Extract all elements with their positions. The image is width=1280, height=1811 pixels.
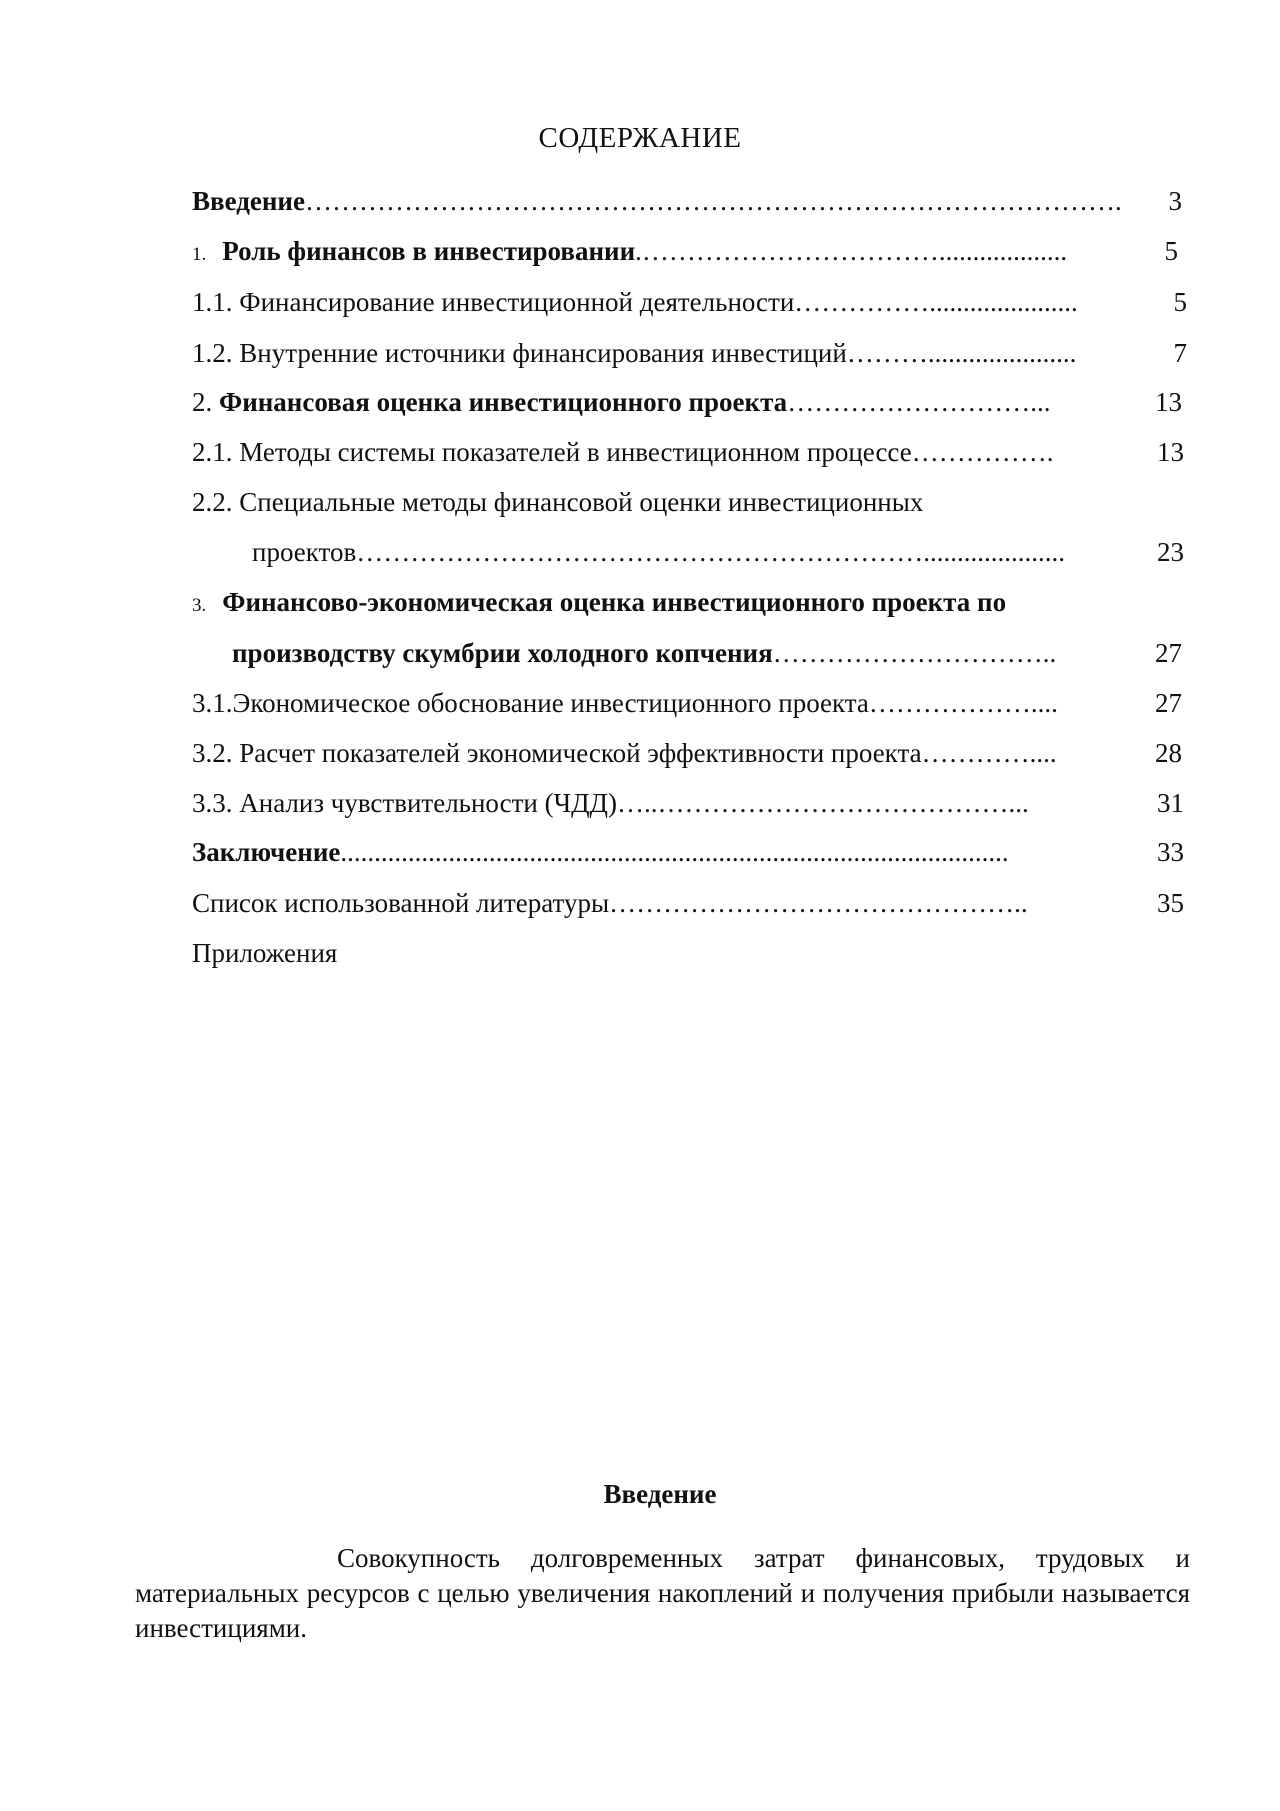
toc-entry-section-3-1[interactable] bbox=[192, 684, 1182, 722]
toc-entry-appendices[interactable] bbox=[192, 934, 592, 972]
toc-entry-leader: .……………………………................... bbox=[635, 236, 1068, 266]
toc-entry-label: 2.1. Методы системы показателей в инвестиционном процессе bbox=[192, 437, 912, 467]
toc-entry-page: 13 bbox=[1155, 387, 1182, 417]
toc-entry-leader: ………………………………………………………..................... bbox=[356, 537, 1065, 567]
toc-entry-label: Список использованной литературы bbox=[192, 888, 610, 918]
introduction-heading: Введение bbox=[603, 1479, 717, 1509]
toc-entry-chapter-3-continuation[interactable] bbox=[232, 634, 1182, 672]
toc-entry-section-3-3[interactable] bbox=[192, 784, 1184, 822]
toc-entry-section-1-1[interactable] bbox=[192, 283, 1187, 321]
toc-entry-leader: ................................................................................................... bbox=[340, 837, 1009, 867]
toc-entry-label: проектов bbox=[252, 537, 357, 567]
toc-entry-bibliography[interactable] bbox=[192, 884, 1184, 922]
toc-entry-label: Заключение bbox=[192, 837, 341, 867]
toc-entry-label: Роль финансов в инвестировании bbox=[222, 236, 636, 266]
toc-entry-page: 35 bbox=[1157, 888, 1184, 918]
toc-entry-label: 1.2. Внутренние источники финансирования инвестиций bbox=[192, 338, 847, 368]
toc-entry-label: 3.2. Расчет показателей экономической эффективности проекта bbox=[192, 738, 922, 768]
toc-entry-page: 27 bbox=[1155, 688, 1182, 718]
toc-entry-page: 5 bbox=[1173, 287, 1187, 317]
toc-entry-page: 28 bbox=[1155, 738, 1182, 768]
toc-entry-label: 3.3. Анализ чувствительности (ЧДД) bbox=[192, 788, 617, 818]
toc-entry-section-2-2[interactable] bbox=[192, 483, 1190, 521]
toc-entry-label: Приложения bbox=[192, 938, 338, 968]
toc-entry-conclusion[interactable] bbox=[192, 833, 1184, 871]
toc-entry-label: Финансовая оценка инвестиционного проекта bbox=[219, 387, 788, 417]
toc-entry-leader: ………………………... bbox=[787, 387, 1051, 417]
toc-entry-number: 2. bbox=[192, 387, 219, 417]
toc-entry-leader: ………………………….. bbox=[772, 638, 1057, 668]
toc-entry-label: 2.2. Специальные методы финансовой оценки инвестиционных bbox=[192, 487, 924, 517]
toc-entry-leader: ………………………………………………………………………………. bbox=[304, 186, 1122, 216]
toc-entry-page: 7 bbox=[1173, 338, 1187, 368]
toc-entry-label: Введение bbox=[192, 186, 305, 216]
toc-entry-label: 3.1.Экономическое обоснование инвестиционного проекта bbox=[192, 688, 869, 718]
toc-entry-label: 1.1. Финансирование инвестиционной деятельности bbox=[192, 287, 795, 317]
toc-entry-leader: ………...................... bbox=[846, 338, 1077, 368]
toc-entry-page: 23 bbox=[1157, 537, 1184, 567]
toc-entry-number: 3. bbox=[192, 595, 207, 616]
toc-entry-chapter-1[interactable] bbox=[192, 232, 1178, 270]
toc-entry-number: 1. bbox=[192, 244, 207, 265]
toc-entry-chapter-2[interactable] bbox=[192, 383, 1182, 421]
toc-entry-section-2-1[interactable] bbox=[192, 433, 1184, 471]
introduction-paragraph: Совокупность долговременных затрат финансовых, трудовых и материальных ресурсов с целью увеличения накоплений и получения прибыли называется инвестициями. bbox=[135, 1543, 1190, 1643]
toc-entry-label: Финансово-экономическая оценка инвестиционного проекта по bbox=[222, 587, 1007, 617]
toc-entry-leader: ……………………………………….. bbox=[609, 888, 1028, 918]
toc-entry-section-1-2[interactable] bbox=[192, 334, 1187, 372]
toc-entry-page: 27 bbox=[1155, 638, 1182, 668]
toc-entry-chapter-3[interactable] bbox=[192, 583, 1190, 621]
toc-entry-page: 31 bbox=[1157, 788, 1184, 818]
toc-entry-leader: ……………. bbox=[911, 437, 1054, 467]
toc-entry-leader: ……………...................... bbox=[794, 287, 1078, 317]
toc-entry-introduction[interactable] bbox=[192, 182, 1182, 220]
toc-entry-leader: ……………….... bbox=[868, 688, 1058, 718]
toc-entry-page: 3 bbox=[1168, 186, 1182, 216]
toc-entry-leader: ………….... bbox=[921, 738, 1057, 768]
toc-entry-label: производству скумбрии холодного копчения bbox=[232, 638, 773, 668]
toc-entry-page: 13 bbox=[1157, 437, 1184, 467]
toc-entry-leader: …..…………………………………... bbox=[616, 788, 1029, 818]
toc-entry-section-3-2[interactable] bbox=[192, 734, 1182, 772]
toc-entry-page: 33 bbox=[1157, 837, 1184, 867]
toc-title: СОДЕРЖАНИЕ bbox=[538, 122, 742, 154]
toc-entry-section-2-2-continuation[interactable] bbox=[252, 533, 1184, 571]
toc-entry-page: 5 bbox=[1164, 236, 1178, 266]
